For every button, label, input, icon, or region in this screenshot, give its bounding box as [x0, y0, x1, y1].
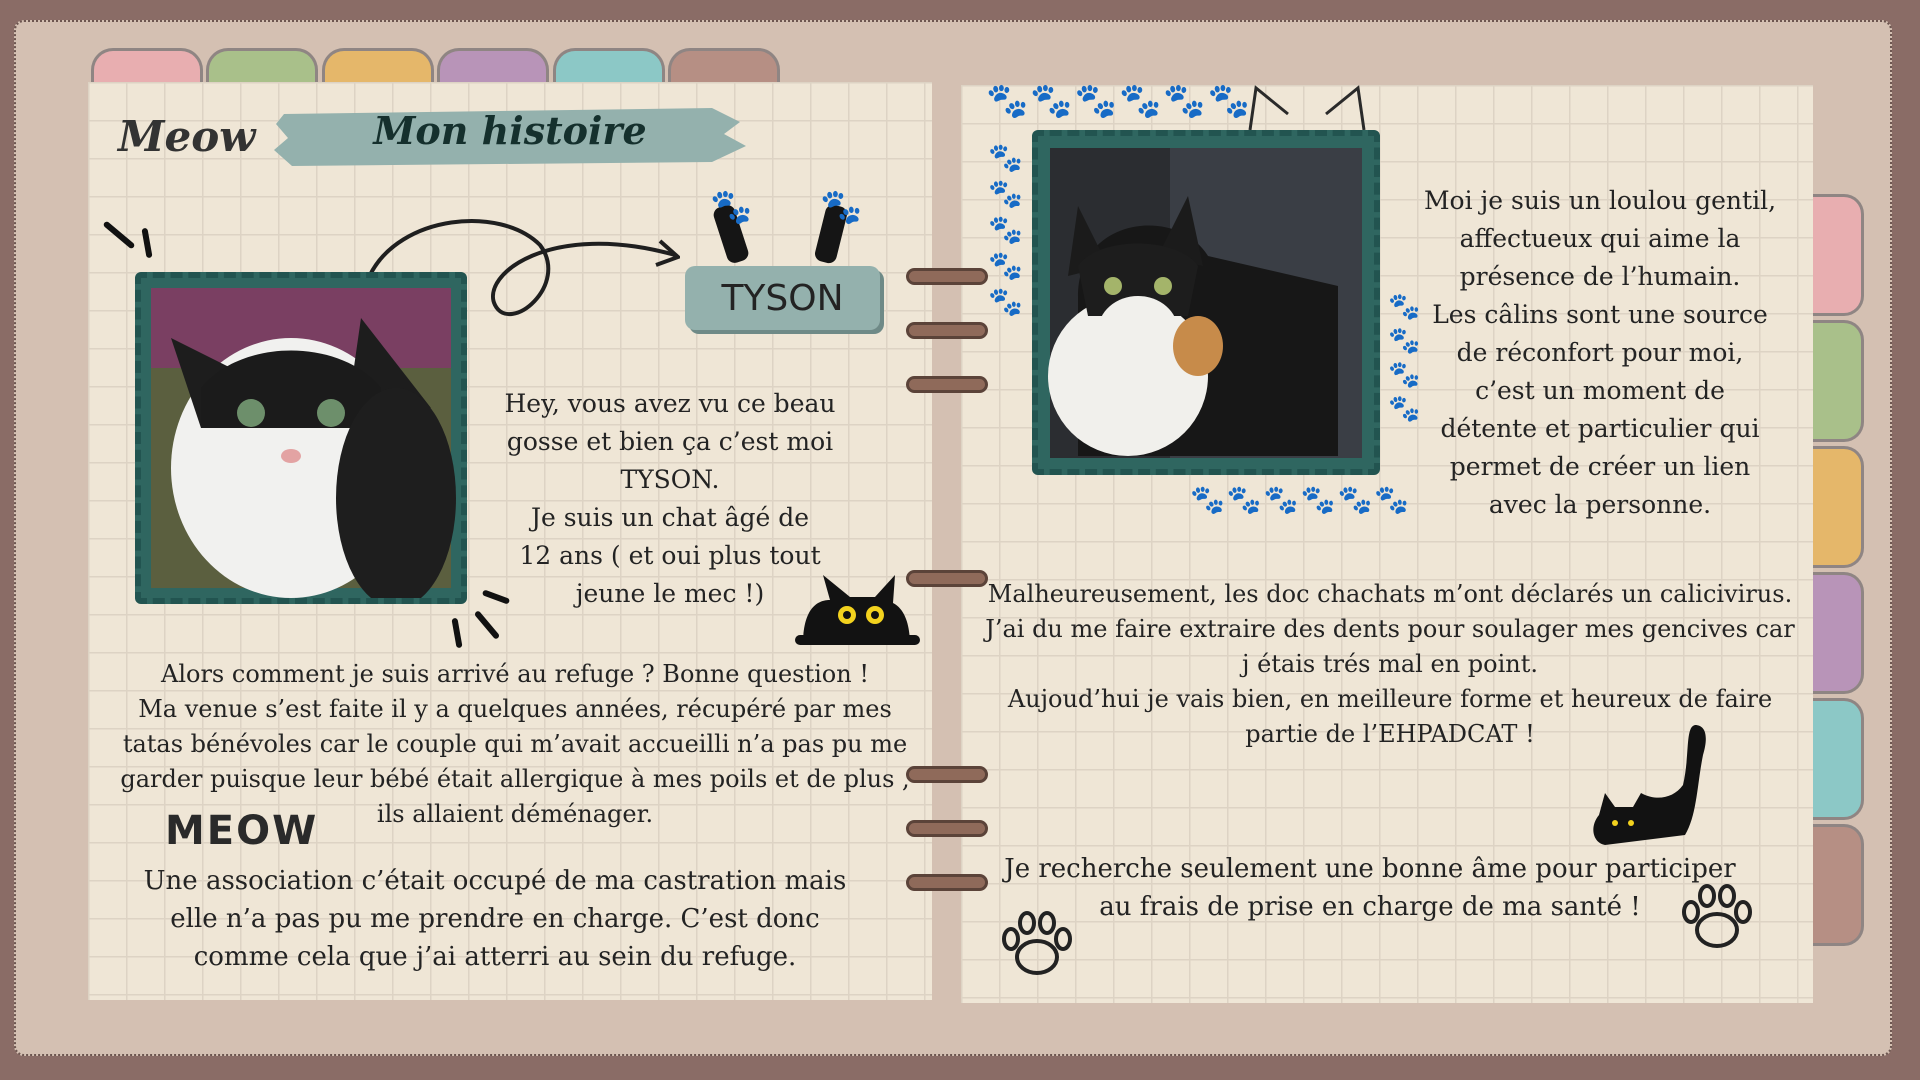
- paw-trail-top: 🐾🐾🐾🐾🐾🐾: [986, 81, 1253, 121]
- intro-text: Hey, vous avez vu ce beau gosse et bien ça c’est moi TYSON. Je suis un chat âgé de 12 ans ( et oui plus tout jeune le mec !): [504, 389, 836, 608]
- health-text: Malheureusement, les doc chachats m’ont déclarés un calicivirus. J’ai du me faire extraire des dents pour soulager mes gencives car j étais trés mal en point. Aujoud’hui je vais bien, en meilleure forme et heureux de faire partie de l’EHPADCAT !: [985, 580, 1795, 748]
- personality-text: Moi je suis un loulou gentil, affectueux qui aime la présence de l’humain. Les câlins sont une source de réconfort pour moi, c’est un moment de détente et particulier qui permet de créer un lien avec la personne.: [1423, 186, 1777, 519]
- cat-photo-right: [1038, 136, 1374, 469]
- black-cat-icon: [1585, 715, 1715, 850]
- black-cat-icon: [795, 575, 920, 645]
- cat-ears-icon: [1246, 84, 1370, 132]
- paw-trail-left: 🐾 🐾 🐾 🐾 🐾: [988, 141, 1023, 318]
- page-title: Mon histoire: [373, 108, 647, 153]
- cat-photo-left: [141, 278, 461, 598]
- association-text: Une association c’était occupé de ma castration mais elle n’a pas pu me prendre en charge. C’est donc comme cela que j’ai atterri au sein du refuge.: [143, 866, 847, 972]
- cat-photo-frame-right: [1032, 130, 1380, 475]
- arrival-story-text: Alors comment je suis arrivé au refuge ? Bonne question ! Ma venue s’est faite il y a quelques années, récupéré par mes tatas bénévoles car le couple qui m’avait accueilli n’a pas pu me garder puisque leur bébé était allergique à mes poils et de plus , ils allaient déménager.: [120, 660, 910, 828]
- request-text: Je recherche seulement une bonne âme pour participer au frais de prise en charge de ma santé !: [1004, 854, 1736, 922]
- binder-ring: [906, 376, 988, 393]
- paw-outline-icon: [995, 905, 1075, 985]
- meow-logo-bottom: MEOW: [165, 808, 319, 854]
- binder-ring: [906, 874, 988, 891]
- paw-icon: 🐾: [820, 187, 863, 227]
- paw-outline-icon: [1675, 878, 1755, 958]
- cat-photo-frame-left: [135, 272, 467, 604]
- paw-icon: 🐾: [710, 187, 753, 227]
- binder-ring: [906, 268, 988, 285]
- cat-name: TYSON: [721, 278, 844, 319]
- paw-trail-bottom: 🐾🐾🐾🐾🐾🐾: [1190, 483, 1412, 516]
- meow-logo: Meow: [118, 112, 256, 161]
- paw-trail-right: 🐾 🐾 🐾 🐾: [1388, 292, 1421, 424]
- binder-ring: [906, 322, 988, 339]
